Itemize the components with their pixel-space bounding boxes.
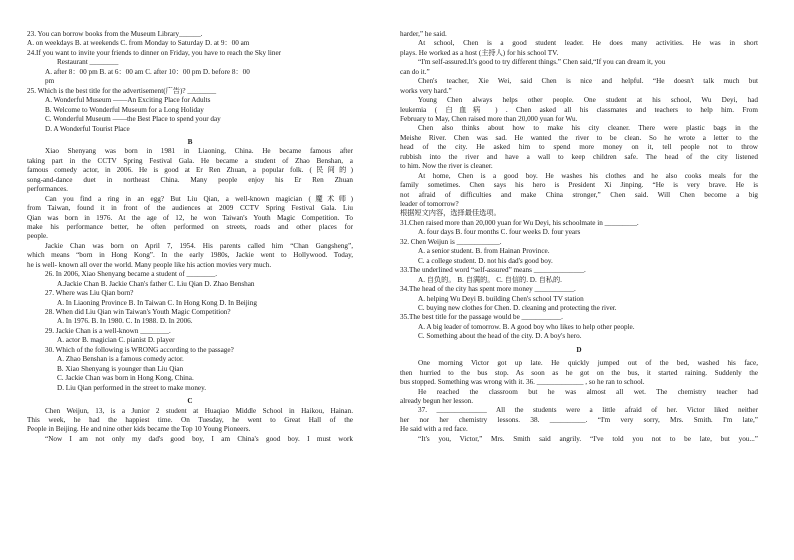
text-line: A.Jackie Chan B. Jackie Chan's father C. Liu Qian D. Zhao Benshan	[57, 279, 255, 288]
text-line: At home, Chen is a good boy. He washes his clothes and he also cooks meals for the	[418, 171, 758, 180]
text-line: to him. Now the river is cleaner.	[400, 162, 493, 171]
text-line: 29. Jackie Chan is a well-known ________.	[45, 326, 171, 335]
text-line: leukemia ( 白血病 ) . Chen asked all his classmates and teachers to help him. From	[400, 105, 758, 114]
text-line: C. Wonderful Museum ——the Best Place to spend your day	[45, 115, 221, 124]
text-line: 根据短文内容，选择最佳选项。	[400, 209, 501, 218]
text-line: Jackie Chan was born on April 7, 1954. His parents called him “Chan Gangsheng”,	[45, 241, 353, 250]
text-line: works very hard.”	[400, 86, 452, 95]
text-line: pm	[45, 77, 55, 86]
text-line: “I'm self-assured.It's good to try different things.” Chen said,“If you can dream it, you	[418, 58, 666, 67]
text-line: A. 自负的。 B. 自满的。 C. 自信的. D. 自私的.	[418, 275, 562, 284]
text-line: which means “born in Hong Kong”. In the early 1980s, Jackie went to Hollywood. Today,	[27, 251, 353, 260]
text-line: bus stopped. Something was wrong with it. 36. _____________ , so he ran to school.	[400, 378, 645, 387]
text-line: A. Zhao Benshan is a famous comedy actor.	[57, 355, 184, 364]
text-line: Chen Weijun, 13, is a Junior 2 student at Huaqiao Middle School in Haikou, Hainan.	[45, 406, 353, 415]
text-line: Restaurant ________	[57, 58, 119, 67]
text-line: C. buying new clothes for Chen. D. cleaning and protecting the river.	[418, 303, 617, 312]
text-line: Xiao Shenyang was born in 1981 in Liaoning, China. He became famous after	[45, 147, 353, 156]
text-line: 27. Where was Liu Qian born?	[45, 289, 134, 298]
text-line: A. actor B. magician C. pianist D. player	[57, 336, 175, 345]
text-line: February to May, Chen raised more than 20,000 yuan for Wu.	[400, 115, 578, 124]
text-line: 24.If you want to invite your friends to dinner on Friday, you have to reach the Sky liner	[27, 48, 282, 57]
text-line: A. A big leader of tomorrow. B. A good boy who likes to help other people.	[418, 322, 635, 331]
text-line: already begun her lesson.	[400, 397, 474, 405]
text-line: famous comedy actor, in 2006. He is good at Er Ren Zhuan, a popular folk. (民间的)	[27, 166, 353, 175]
text-line: 23. You can borrow books from the Museum Library______.	[27, 30, 203, 38]
text-line: C. Jackie Chan was born in Hong Kong, China.	[57, 374, 194, 383]
text-line: head of the city. He asked him to spend more money on it, tell people not to throw	[400, 143, 758, 152]
text-line: 37. ______________ All the students were a little afraid of her. Victor liked neither	[418, 406, 758, 415]
text-line: A. In 1976. B. In 1980. C. In 1988. D. In 2006.	[57, 317, 193, 326]
text-line: Qian was born in 1976. At the age of 12, he won Taiwan's Youth Magic Competition. To	[27, 213, 353, 222]
text-line: A. four days B. four months C. four weeks D. four years	[418, 228, 581, 237]
text-line: leader of tomorrow?	[400, 199, 459, 208]
text-line: “Now I am not only my dad's good boy, I am China's good boy. I must work	[45, 434, 353, 443]
section-heading: C	[187, 397, 193, 406]
text-line: A. on weekdays B. at weekends C. from Monday to Saturday D. at 9：00 am	[27, 39, 250, 48]
text-line: D. A Wonderful Tourist Place	[45, 124, 130, 133]
text-line: Chen's teacher, Xie Wei, said Chen is nice and helpful. “He doesn't talk much but	[418, 77, 758, 86]
text-line: Can you find a ring in an egg? But Liu Qian, a well-known magician (魔术师)	[45, 194, 353, 203]
text-line: taking part in the CCTV Spring Festival Gala. He became a student of Zhao Benshan, a	[27, 156, 353, 165]
text-line: plays. He worked as a host (主持人) for his school TV.	[400, 48, 559, 57]
text-line: People in Beijing. He and nine other kids became the Top 10 Young Pioneers.	[27, 425, 251, 434]
text-line: 28. When did Liu Qian win Taiwan's Youth Magic Competition?	[45, 307, 231, 316]
text-line: song-and-dance duet in northeast China. Many people enjoy his Er Ren Zhuan	[27, 175, 353, 184]
text-line: A. after 8：00 pm B. at 6：00 am C. after 10：00 pm D. before 8：00	[45, 67, 250, 76]
text-line: B. Welcome to Wonderful Museum for a Long Holiday	[45, 105, 204, 114]
text-line: harder,” he said.	[400, 30, 447, 38]
text-line: 30. Which of the following is WRONG according to the passage?	[45, 345, 234, 354]
text-line: from Taiwan, found it in front of the audiences at 2009 CCTV Spring Festival Gala. Liu	[27, 204, 353, 213]
text-line: can do it.”	[400, 67, 430, 76]
text-line: 34.The head of the city has spent more money ___________.	[400, 285, 576, 294]
text-line: D. Liu Qian performed in the street to make money.	[57, 383, 207, 392]
section-heading: D	[576, 345, 582, 354]
left-column	[27, 30, 353, 444]
text-line: 35.The best title for the passage would be ___________.	[400, 313, 563, 322]
text-line: family sometimes. Chen says his hero is President Xi Jinping. “He is very brave. He is	[400, 181, 758, 190]
text-line: Young Chen always helps other people. One student at his school, Wu Deyi, had	[418, 96, 758, 105]
text-line: her nor her chemistry lessons. 38. __________. “I'm very sorry, Mrs. Smith. I'm late,”	[400, 415, 758, 424]
text-line: then hurried to the bus stop. As soon as he got on the bus, it started raining. Suddenly the	[400, 368, 758, 377]
text-line: Meishe River. Chen was sad. He wanted the river to be clean. So he wrote a letter to the	[400, 133, 758, 142]
text-line: 32. Chen Weijun is ____________.	[400, 237, 502, 246]
text-line: A. helping Wu Deyi B. building Chen's school TV station	[418, 294, 584, 303]
text-line: performances.	[27, 185, 68, 194]
text-line: make his performance better, he often performed on streets, roads and other places for	[27, 222, 353, 231]
text-line: He said with a red face.	[400, 425, 468, 434]
text-line: rubbish into the river and have a wall to keep children safe. The head of the city listened	[400, 152, 758, 161]
text-line: Chen also thinks about how to make his city cleaner. There were plastic bags in the	[418, 124, 758, 133]
text-line: One morning Victor got up late. He quickly jumped out of the bed, washed his face,	[418, 359, 758, 368]
right-column	[400, 30, 758, 444]
text-line: B. Xiao Shenyang is younger than Liu Qian	[57, 364, 184, 373]
text-line: He reached the classroom but he was almost all wet. The chemistry teacher had	[418, 387, 758, 396]
section-heading: B	[187, 137, 193, 146]
text-line: A. Wonderful Museum ——An Exciting Place for Adults	[45, 96, 211, 105]
text-line: 25. Which is the best title for the advertisement(广告)? ________	[27, 86, 217, 95]
text-line: C. Something about the head of the city. D. A boy's hero.	[418, 332, 582, 341]
text-line: At school, Chen is a good student leader. He does many activities. He was in short	[418, 39, 758, 48]
text-line: C. a college student. D. not his dad's good boy.	[418, 256, 553, 265]
text-line: “It's you, Victor,” Mrs. Smith said angrily. “I've told you not to be late, but you...”	[418, 434, 758, 443]
text-line: 33.The underlined word “self-assured” means ______________.	[400, 266, 586, 275]
text-line: This week, he had the happiest time. On Tuesday, he went to Great Hall of the	[27, 415, 353, 424]
text-line: people.	[27, 232, 48, 241]
text-line: he is well- known all over the world. Many people like his action movies very much.	[27, 260, 272, 269]
text-line: A. a senior student. B. from Hainan Province.	[418, 247, 550, 256]
text-line: not afraid of difficulties and make China stronger,” Chen said. Will Chen become a big	[400, 190, 758, 199]
text-line: 31.Chen raised more than 20,000 yuan for Wu Deyi, his schoolmate in _________.	[400, 218, 639, 227]
text-line: 26. In 2006, Xiao Shenyang became a student of ________.	[45, 270, 218, 279]
text-line: A. In Liaoning Province B. In Taiwan C. In Hong Kong D. In Beijing	[57, 298, 257, 307]
